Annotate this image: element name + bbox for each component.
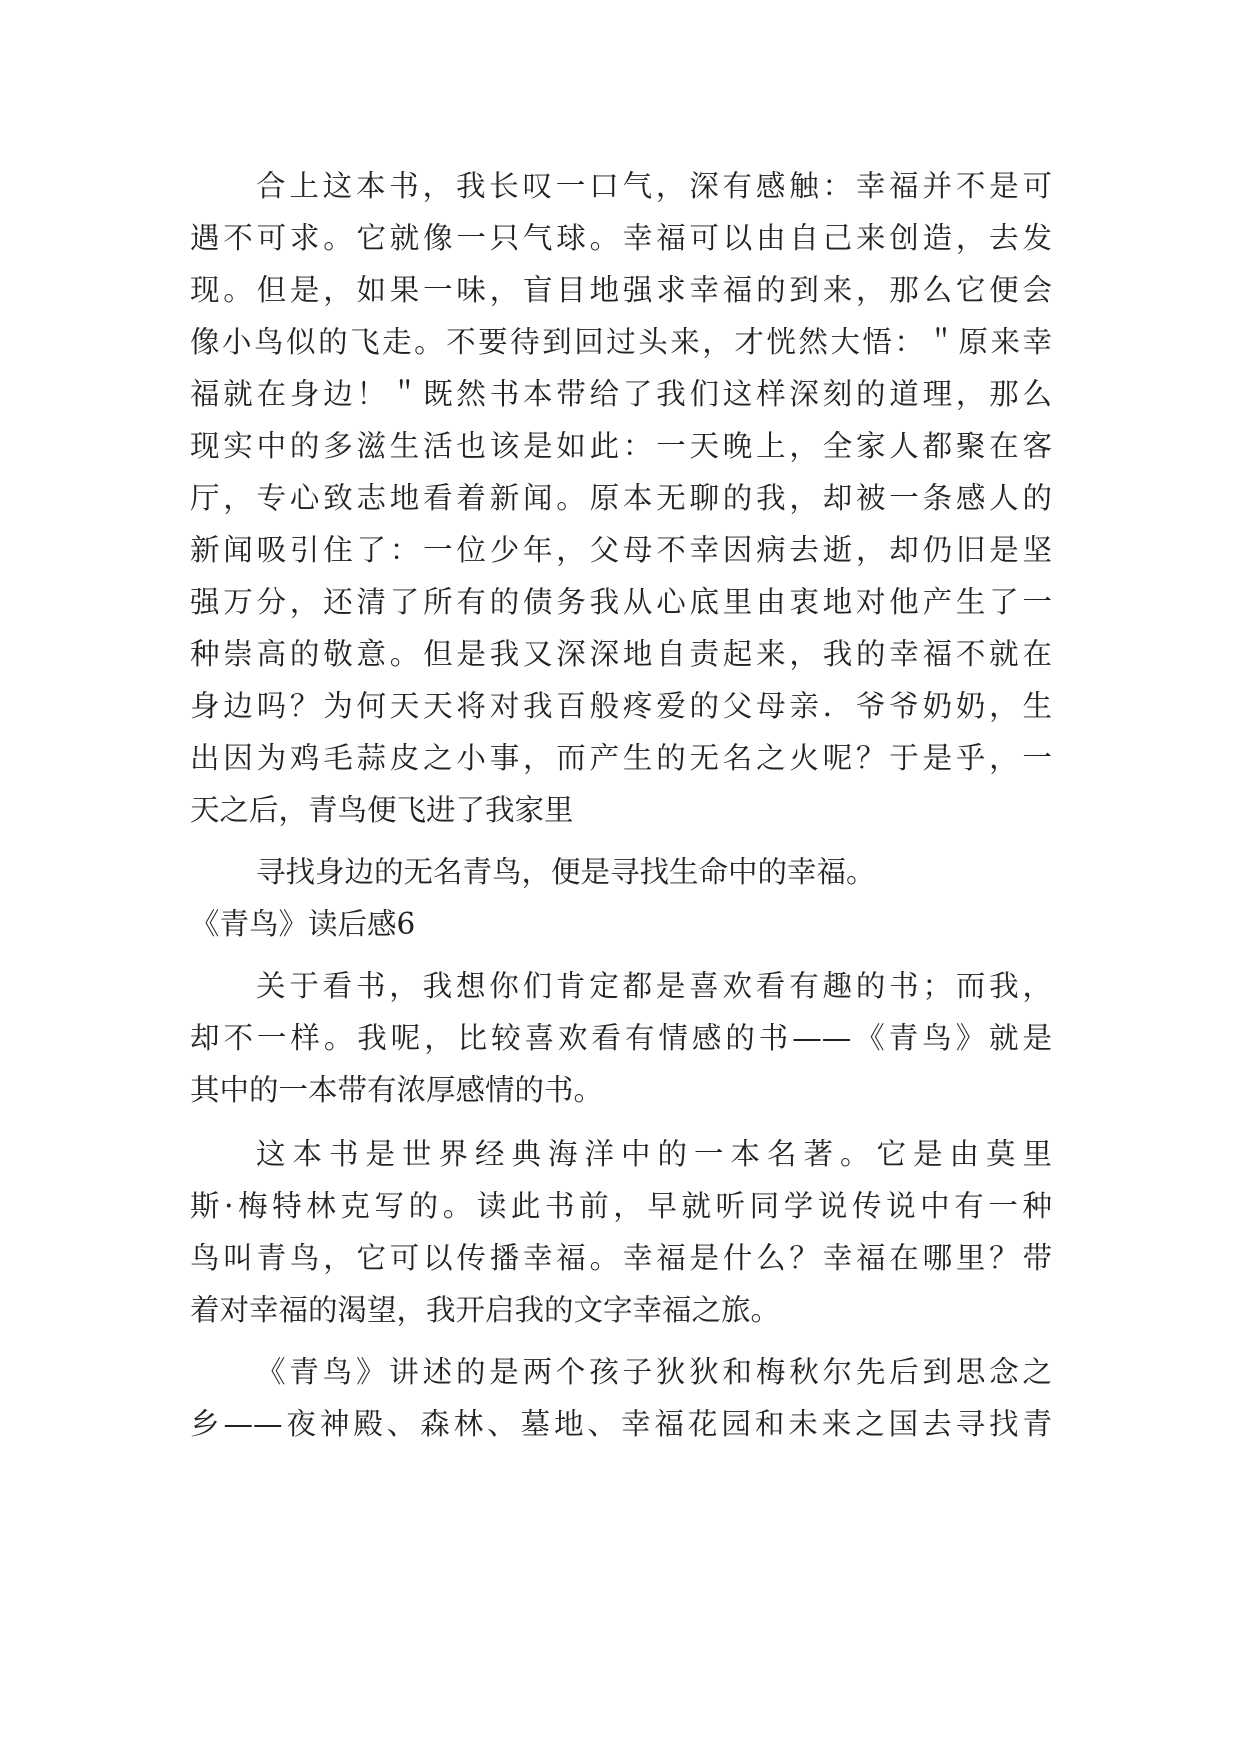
document-body [190, 160, 1052, 1450]
paragraph [190, 160, 1052, 836]
text-line: 福就在身边！＂既然书本带给了我们这样深刻的道理，那么 [190, 377, 1052, 411]
text-line: 斯·梅特林克写的。读此书前，早就听同学说传说中有一种 [190, 1189, 1052, 1223]
text-line: 着对幸福的渴望，我开启我的文字幸福之旅。 [190, 1293, 781, 1327]
paragraph [190, 846, 1052, 898]
text-line: 天之后，青鸟便飞进了我家里 [190, 793, 574, 827]
text-line: 出因为鸡毛蒜皮之小事，而产生的无名之火呢？于是乎，一 [190, 741, 1052, 775]
text-line: 关于看书，我想你们肯定都是喜欢看有趣的书；而我， [256, 969, 1052, 1003]
text-line: 遇不可求。它就像一只气球。幸福可以由自己来创造，去发 [190, 221, 1052, 255]
text-line: 鸟叫青鸟，它可以传播幸福。幸福是什么？幸福在哪里？带 [190, 1241, 1052, 1275]
text-line: 种崇高的敬意。但是我又深深地自责起来，我的幸福不就在 [190, 637, 1052, 671]
paragraph [190, 1128, 1052, 1336]
text-line: 厅，专心致志地看着新闻。原本无聊的我，却被一条感人的 [190, 481, 1052, 515]
text-line: 寻找身边的无名青鸟，便是寻找生命中的幸福。 [256, 855, 876, 889]
text-line: 身边吗？为何天天将对我百般疼爱的父母亲．爷爷奶奶，生 [190, 689, 1052, 723]
text-line: 像小鸟似的飞走。不要待到回过头来，才恍然大悟：＂原来幸 [190, 325, 1052, 359]
text-line: 《青鸟》讲述的是两个孩子狄狄和梅秋尔先后到思念之 [256, 1355, 1052, 1389]
section-heading: 《青鸟》读后感6 [190, 907, 416, 941]
text-line: 乡——夜神殿、森林、墓地、幸福花园和未来之国去寻找青 [190, 1407, 1052, 1441]
text-line: 却不一样。我呢，比较喜欢看有情感的书——《青鸟》就是 [190, 1021, 1052, 1055]
text-line: 现。但是，如果一味，盲目地强求幸福的到来，那么它便会 [190, 273, 1052, 307]
text-line: 新闻吸引住了：一位少年，父母不幸因病去逝，却仍旧是坚 [190, 533, 1052, 567]
text-line: 其中的一本带有浓厚感情的书。 [190, 1073, 604, 1107]
text-line: 强万分，还清了所有的债务我从心底里由衷地对他产生了一 [190, 585, 1052, 619]
text-line: 现实中的多滋生活也该是如此：一天晚上，全家人都聚在客 [190, 429, 1052, 463]
text-line: 合上这本书，我长叹一口气，深有感触：幸福并不是可 [256, 169, 1052, 203]
paragraph [190, 960, 1052, 1116]
paragraph [190, 1346, 1052, 1450]
text-line: 这本书是世界经典海洋中的一本名著。它是由莫里 [256, 1137, 1052, 1171]
